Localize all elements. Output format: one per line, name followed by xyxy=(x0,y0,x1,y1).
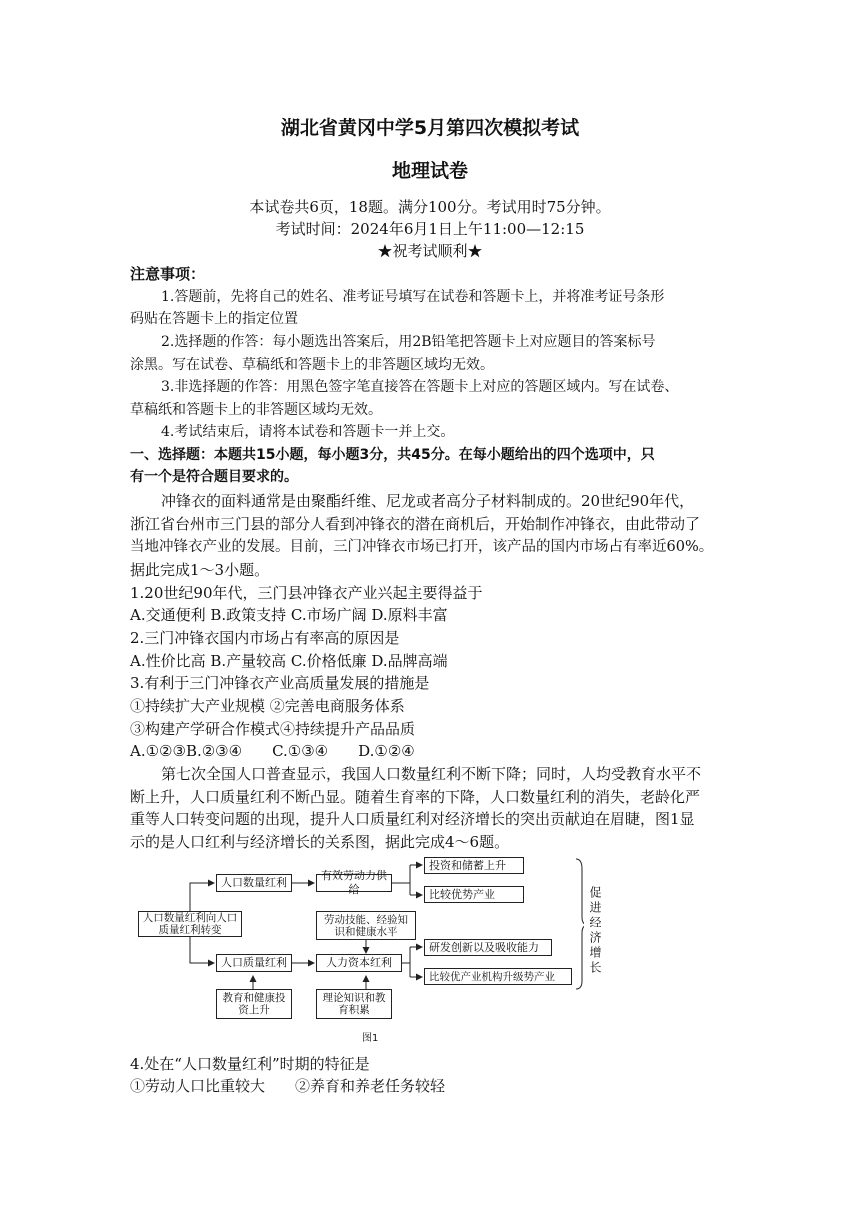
question-items: ①劳动人口比重较大 ②养育和养老任务较轻 xyxy=(130,1077,446,1095)
innovation-box: 研发创新以及吸收能力 xyxy=(424,939,552,956)
question-stem: 3.有利于三门冲锋衣产业高质量发展的措施是 xyxy=(130,674,430,692)
quality-dividend-box: 人口质量红利 xyxy=(216,954,292,972)
notice-line: 1.答题前，先将自己的姓名、准考证号填写在试卷和答题卡上，并将准考证号条形 xyxy=(161,289,665,305)
investment-box: 投资和储蓄上升 xyxy=(424,857,524,874)
question-options: A.①②③B.②③④ C.①③④ D.①②④ xyxy=(130,742,415,760)
exam-title: 湖北省黄冈中学5月第四次模拟考试 xyxy=(280,117,580,139)
passage-line: 冲锋衣的面料通常是由聚酯纤维、尼龙或者高分子材料制成的。20世纪90年代， xyxy=(161,492,695,510)
skills-box: 劳动技能、经验知识和健康水平 xyxy=(316,911,416,940)
question-options: A.性价比高 B.产量较高 C.价格低廉 D.品牌高端 xyxy=(130,652,448,670)
notice-heading: 注意事项： xyxy=(130,265,206,283)
theory-knowledge-box: 理论知识和教育积累 xyxy=(316,989,392,1019)
notice-line: 3.非选择题的作答：用黑色签字笔直接答在答题卡上对应的答题区域内。写在试卷、 xyxy=(161,379,679,395)
passage-line: 第七次全国人口普查显示，我国人口数量红利不断下降；同时，人均受教育水平不 xyxy=(161,765,702,783)
section-heading: 有一个是符合题目要求的。 xyxy=(130,469,298,485)
passage-line: 浙江省台州市三门县的部分人看到冲锋衣的潜在商机后，开始制作冲锋衣，由此带动了 xyxy=(130,515,701,533)
passage-line: 断上升，人口质量红利不断凸显。随着生育率的下降，人口数量红利的消失，老龄化严 xyxy=(130,788,701,806)
notice-line: 码贴在答题卡上的指定位置 xyxy=(130,311,298,327)
figure-caption: 图1 xyxy=(362,1033,379,1044)
passage-line: 据此完成1～3小题。 xyxy=(130,561,270,579)
passage-line: 重等人口转变问题的出现，提升人口质量红利对经济增长的突出贡献迫在眉睫，图1显 xyxy=(130,810,695,828)
economic-growth-label: 促进经济增长 xyxy=(584,881,606,981)
exam-info-1: 本试卷共6页，18题。满分100分。考试用时75分钟。 xyxy=(249,198,611,216)
exam-info-2: 考试时间：2024年6月1日上午11:00—12:15 xyxy=(275,220,585,238)
question-options: A.交通便利 B.政策支持 C.市场广阔 D.原料丰富 xyxy=(130,606,448,624)
education-health-box: 教育和健康投资上升 xyxy=(216,989,292,1019)
notice-line: 4.考试结束后，请将本试卷和答题卡一并上交。 xyxy=(161,424,455,440)
question-items: ③构建产学研合作模式④持续提升产品品质 xyxy=(130,720,416,738)
question-stem: 1.20世纪90年代，三门县冲锋衣产业兴起主要得益于 xyxy=(130,584,483,602)
notice-line: 涂黑。写在试卷、草稿纸和答题卡上的非答题区域均无效。 xyxy=(130,357,494,373)
quantity-dividend-box: 人口数量红利 xyxy=(216,874,292,892)
exam-subject: 地理试卷 xyxy=(391,160,468,182)
section-heading: 一、选择题：本题共15小题，每小题3分，共45分。在每小题给出的四个选项中，只 xyxy=(130,447,655,463)
notice-line: 草稿纸和答题卡上的非答题区域均无效。 xyxy=(130,402,382,418)
question-stem: 4.处在“人口数量红利”时期的特征是 xyxy=(130,1055,370,1073)
labor-supply-box: 有效劳动力供给 xyxy=(316,874,392,892)
human-capital-box: 人力资本红利 xyxy=(316,954,402,972)
question-stem: 2.三门冲锋衣国内市场占有率高的原因是 xyxy=(130,629,400,647)
population-dividend-diagram xyxy=(130,855,608,1045)
advantage-industry-box: 比较优势产业 xyxy=(424,886,524,903)
shift-box: 人口数量红利向人口质量红利转变 xyxy=(138,911,242,937)
upgrade-box: 比较优产业机构升级势产业 xyxy=(424,968,572,985)
passage-line: 当地冲锋衣产业的发展。目前，三门冲锋衣市场已打开，该产品的国内市场占有率近60%。 xyxy=(130,539,714,555)
notice-line: 2.选择题的作答：每小题选出答案后，用2B铅笔把答题卡上对应题目的答案标号 xyxy=(161,334,656,350)
exam-wish: ★祝考试顺利★ xyxy=(377,242,483,260)
passage-line: 示的是人口红利与经济增长的关系图，据此完成4～6题。 xyxy=(130,833,510,851)
question-items: ①持续扩大产业规模 ②完善电商服务体系 xyxy=(130,697,405,715)
